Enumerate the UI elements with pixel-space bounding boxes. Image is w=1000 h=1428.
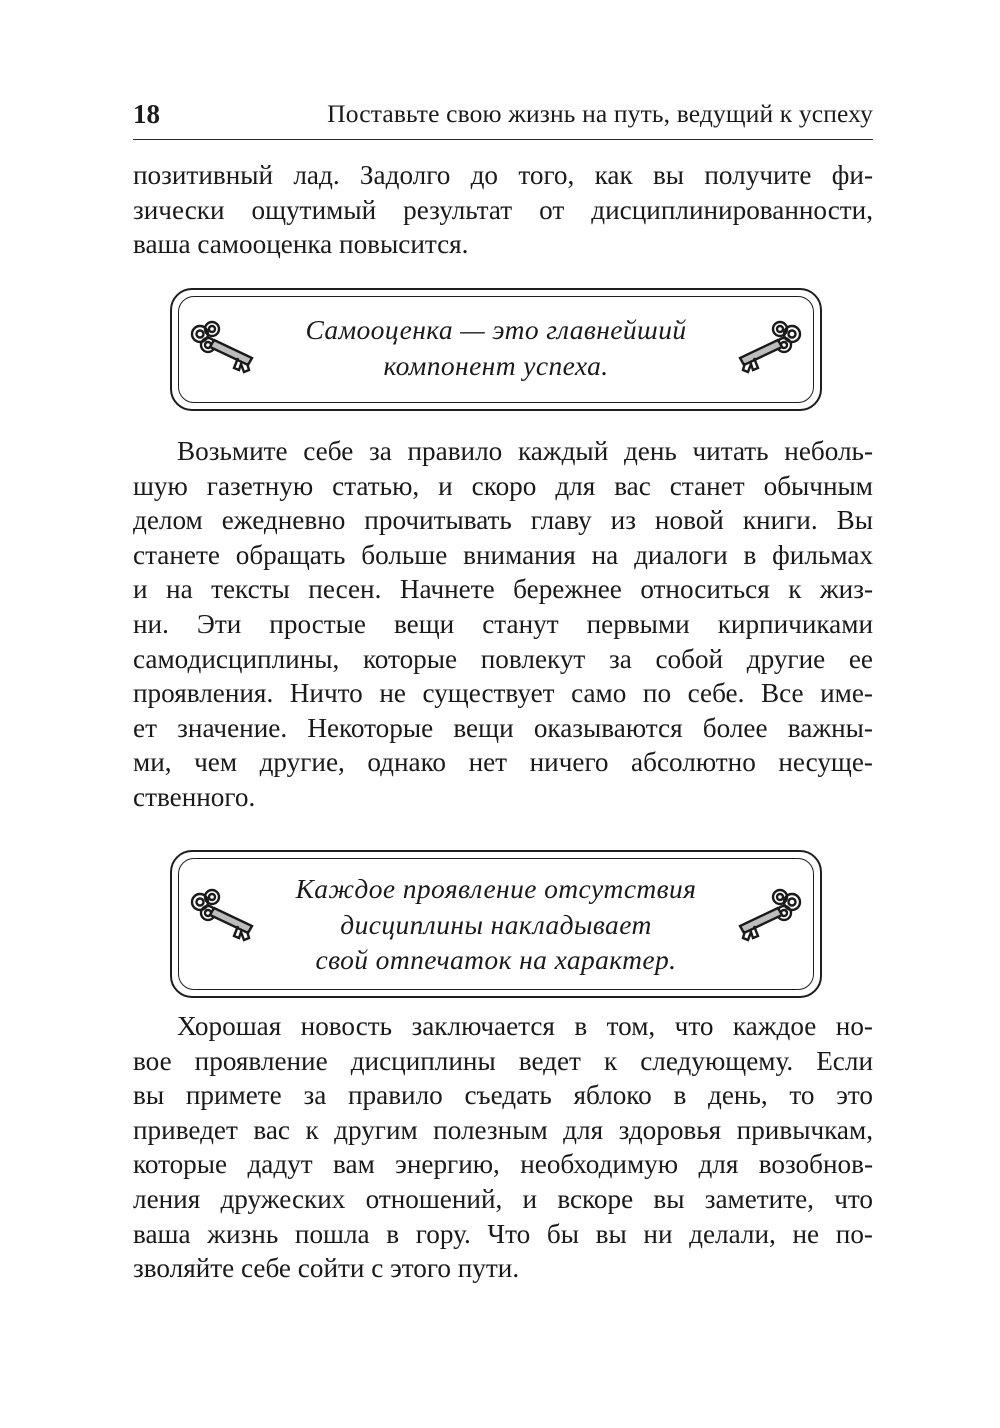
- running-header: [133, 96, 873, 136]
- quote-text-1: [172, 312, 820, 383]
- page-number: 18: [133, 99, 160, 129]
- text-line: зически ощутимый результат от дисциплинированности,: [133, 194, 873, 225]
- text-line: делом ежедневно прочитывать главу из новой книги. Вы: [133, 505, 873, 536]
- quote-box-2: [170, 850, 822, 998]
- text-line: ни. Эти простые вещи станут первыми кирпичиками: [133, 608, 873, 639]
- paragraph-1: [133, 158, 873, 262]
- paragraph-3: [133, 1009, 873, 1286]
- header-rule: [133, 139, 873, 140]
- quote-text-2: [172, 871, 820, 978]
- text-line: ваша жизнь пошла в гору. Что бы вы ни делали, не по-: [133, 1218, 873, 1249]
- text-line: шую газетную статью, и скоро для вас станет обычным: [133, 470, 873, 501]
- text-line: вы примете за правило съедать яблоко в день, то это: [133, 1080, 873, 1111]
- text-line: приведет вас к другим полезным для здоровья привычкам,: [133, 1114, 873, 1145]
- text-line: ваша самооценка повысится.: [133, 229, 469, 260]
- text-line: ления дружеских отношений, и вскоре вы заметите, что: [133, 1183, 873, 1214]
- text-line: проявления. Ничто не существует само по себе. Все име-: [133, 678, 873, 709]
- text-line: которые дадут вам энергию, необходимую для возобнов-: [133, 1149, 873, 1180]
- quote-line: Каждое проявление отсутствия: [295, 873, 697, 904]
- text-line: станете обращать больше внимания на диалоги в фильмах: [133, 539, 873, 570]
- text-line: самодисциплины, которые повлекут за собой другие ее: [133, 643, 873, 674]
- text-line: позитивный лад. Задолго до того, как вы получите фи-: [133, 160, 873, 190]
- text-line: ственного.: [133, 781, 256, 812]
- quote-line: компонент успеха.: [383, 349, 609, 381]
- text-line: вое проявление дисциплины ведет к следующему. Если: [133, 1045, 873, 1076]
- skeleton-key-icon: [728, 888, 806, 946]
- quote-line: Самооценка — это главнейший: [305, 314, 687, 345]
- text-line: Возьмите себе за правило каждый день читать неболь-: [177, 436, 873, 466]
- running-title: Поставьте свою жизнь на путь, ведущий к успеху: [327, 99, 873, 128]
- text-line: и на тексты песен. Начнете бережнее относиться к жиз-: [133, 574, 873, 605]
- quote-box-1: [170, 288, 822, 411]
- quote-line: свой отпечаток на характер.: [315, 944, 677, 975]
- text-line: ет значение. Некоторые вещи оказываются более важны-: [133, 712, 873, 743]
- paragraph-2: [133, 434, 873, 815]
- quote-line: дисциплины накладывает: [340, 908, 652, 940]
- text-line: Хорошая новость заключается в том, что каждое но-: [177, 1011, 873, 1041]
- text-line: зволяйте себе сойти с этого пути.: [133, 1253, 520, 1284]
- skeleton-key-icon: [728, 320, 806, 378]
- text-line: ми, чем другие, однако нет ничего абсолютно несуще-: [133, 747, 873, 778]
